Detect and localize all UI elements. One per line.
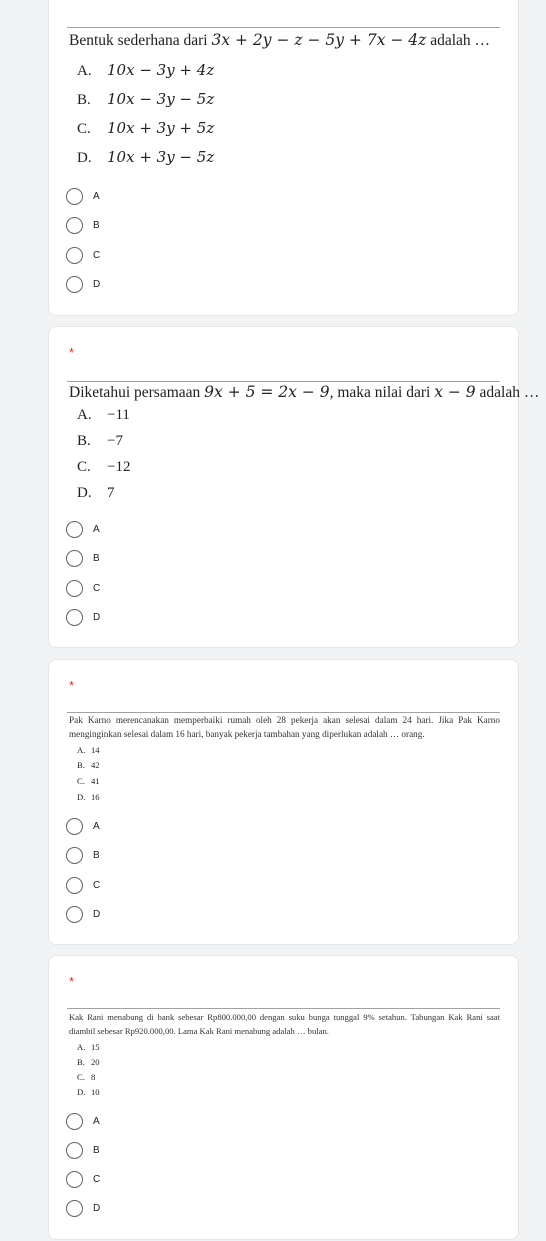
radio-label: A <box>93 820 100 832</box>
radio-button[interactable] <box>66 1142 83 1159</box>
radio-button[interactable] <box>66 521 83 538</box>
question-divider <box>67 27 500 28</box>
choice-value: 10 <box>91 1087 100 1097</box>
radio-option-b[interactable] <box>66 215 100 235</box>
choice-label: B. <box>77 433 91 449</box>
choice-value: 10x + 3y − 5z <box>107 148 215 166</box>
choice-d <box>77 148 214 167</box>
radio-option-a[interactable] <box>66 816 100 836</box>
radio-button[interactable] <box>66 217 83 234</box>
question-suffix: adalah … <box>426 32 491 49</box>
choice-value: 10x + 3y + 5z <box>107 119 215 137</box>
choice-b <box>77 433 123 450</box>
choice-label: A. <box>77 407 92 423</box>
radio-label: A <box>93 1115 100 1127</box>
radio-button[interactable] <box>66 1113 83 1130</box>
choice-label: A. <box>77 745 86 755</box>
radio-label: A <box>93 523 100 535</box>
question-divider <box>67 1008 500 1009</box>
question-text: Kak Rani menabung di bank sebesar Rp800.000,00 dengan suku bunga tunggal 9% setahun. Tabungan Kak Rani saat diambil sebesar Rp920.000,00. Lama Kak Rani menabung adalah … bulan. <box>69 1012 500 1036</box>
choice-d <box>77 1087 100 1097</box>
radio-label: A <box>93 190 100 202</box>
radio-option-b[interactable] <box>66 845 100 865</box>
question-text <box>69 31 500 50</box>
radio-option-a[interactable] <box>66 1111 100 1131</box>
radio-button[interactable] <box>66 580 83 597</box>
choice-c <box>77 776 100 786</box>
choice-c <box>77 459 130 476</box>
radio-button[interactable] <box>66 877 83 894</box>
radio-label: C <box>93 1173 101 1185</box>
radio-label: D <box>93 278 101 290</box>
question-prefix: Diketahui persamaan <box>69 384 205 401</box>
choice-label: B. <box>77 760 85 770</box>
required-marker: * <box>69 974 75 989</box>
radio-label: C <box>93 249 101 261</box>
choice-value: −11 <box>107 407 130 423</box>
choice-c <box>77 119 214 138</box>
question-card-3 <box>48 659 519 945</box>
choice-label: D. <box>77 1087 86 1097</box>
radio-option-c[interactable] <box>66 245 100 265</box>
question-math: 9x + 5 = 2x − 9 <box>204 383 330 401</box>
radio-option-c[interactable] <box>66 875 100 895</box>
choice-value: 10x − 3y − 5z <box>107 90 215 108</box>
choice-label: A. <box>77 63 92 79</box>
choice-a <box>77 61 214 80</box>
choice-value: 7 <box>107 485 115 501</box>
choice-value: 42 <box>91 760 100 770</box>
choice-c <box>77 1072 95 1082</box>
choice-a <box>77 1042 100 1052</box>
radio-button[interactable] <box>66 188 83 205</box>
radio-option-d[interactable] <box>66 607 100 627</box>
question-card-1 <box>48 0 519 316</box>
question-math: 3x + 2y − z − 5y + 7x − 4z <box>211 31 427 49</box>
radio-button[interactable] <box>66 906 83 923</box>
question-divider <box>67 381 500 382</box>
radio-button[interactable] <box>66 550 83 567</box>
choice-a <box>77 407 130 424</box>
radio-option-a[interactable] <box>66 519 100 539</box>
choice-label: B. <box>77 1057 85 1067</box>
choice-label: C. <box>77 459 91 475</box>
required-marker: * <box>69 345 75 360</box>
choice-b <box>77 760 100 770</box>
radio-option-a[interactable] <box>66 186 100 206</box>
radio-option-d[interactable] <box>66 274 100 294</box>
required-marker: * <box>69 678 75 693</box>
radio-button[interactable] <box>66 276 83 293</box>
radio-option-c[interactable] <box>66 1169 100 1189</box>
choice-d <box>77 485 115 502</box>
radio-option-c[interactable] <box>66 578 100 598</box>
choice-value: 16 <box>91 792 100 802</box>
radio-option-d[interactable] <box>66 1198 100 1218</box>
radio-label: B <box>93 219 100 231</box>
radio-option-d[interactable] <box>66 904 100 924</box>
radio-option-b[interactable] <box>66 1140 100 1160</box>
question-suffix: adalah … <box>475 384 540 401</box>
choice-label: B. <box>77 92 91 108</box>
choice-value: 14 <box>91 745 100 755</box>
radio-label: B <box>93 849 100 861</box>
radio-option-b[interactable] <box>66 548 100 568</box>
choice-d <box>77 792 100 802</box>
radio-label: B <box>93 552 100 564</box>
radio-label: D <box>93 1202 101 1214</box>
radio-button[interactable] <box>66 818 83 835</box>
question-prefix: Bentuk sederhana dari <box>69 32 212 49</box>
choice-label: C. <box>77 776 85 786</box>
radio-button[interactable] <box>66 609 83 626</box>
choice-b <box>77 90 214 109</box>
choice-value: 8 <box>91 1072 96 1082</box>
choice-value: 41 <box>91 776 100 786</box>
question-card-4 <box>48 955 519 1240</box>
radio-button[interactable] <box>66 847 83 864</box>
question-card-2 <box>48 326 540 648</box>
radio-label: D <box>93 908 101 920</box>
question-text <box>69 383 540 402</box>
radio-label: D <box>93 611 101 623</box>
choice-value: 10x − 3y + 4z <box>107 61 215 79</box>
choice-value: −7 <box>107 433 123 449</box>
choice-label: C. <box>77 1072 85 1082</box>
choice-b <box>77 1057 100 1067</box>
radio-button[interactable] <box>66 1171 83 1188</box>
radio-label: C <box>93 582 101 594</box>
choice-value: −12 <box>107 459 131 475</box>
choice-value: 20 <box>91 1057 100 1067</box>
choice-label: D. <box>77 792 86 802</box>
choice-value: 15 <box>91 1042 100 1052</box>
choice-label: D. <box>77 150 92 166</box>
radio-button[interactable] <box>66 247 83 264</box>
choice-a <box>77 745 100 755</box>
radio-label: B <box>93 1144 100 1156</box>
question-text: Pak Karno merencanakan memperbaiki rumah oleh 28 pekerja akan selesai dalam 24 hari. Jika Pak Karno menginginkan selesai dalam 16 hari, banyak pekerja tambahan yang diperlukan adalah … orang. <box>69 715 500 739</box>
choice-label: D. <box>77 485 92 501</box>
choice-label: C. <box>77 121 91 137</box>
radio-label: C <box>93 879 101 891</box>
question-math-2: x − 9 <box>434 383 476 401</box>
question-mid: , maka nilai dari <box>329 384 435 401</box>
radio-button[interactable] <box>66 1200 83 1217</box>
choice-label: A. <box>77 1042 86 1052</box>
